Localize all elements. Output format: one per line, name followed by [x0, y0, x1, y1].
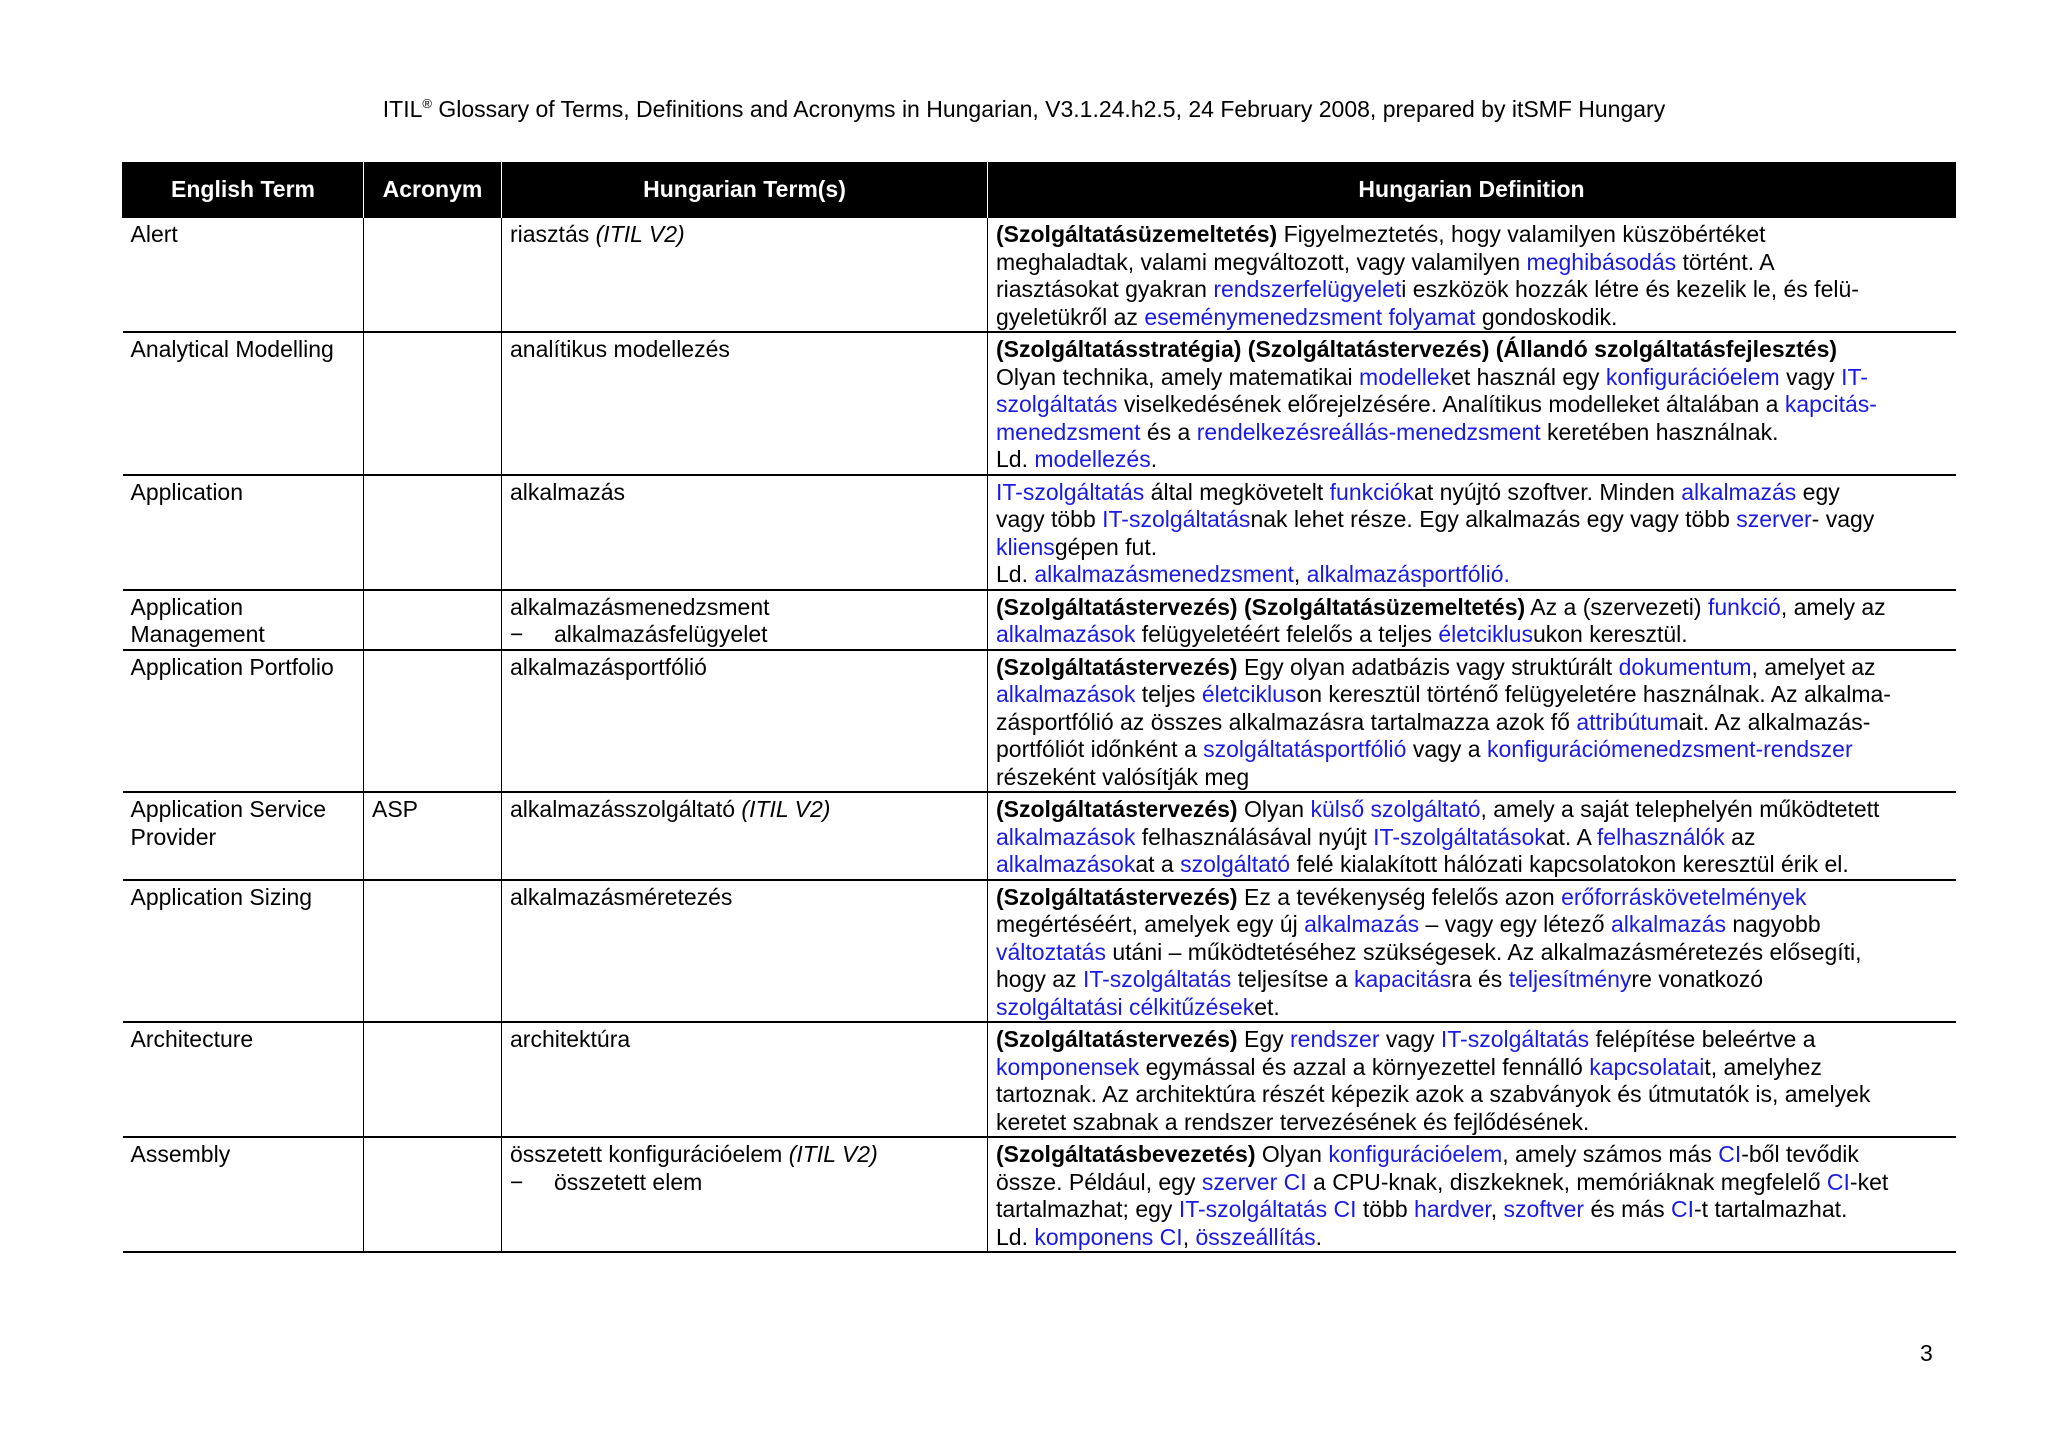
- definition-text: gyeletükről az: [996, 303, 1145, 330]
- definition-reference-link[interactable]: IT-szolgáltatás: [1082, 966, 1232, 992]
- english-term-cell: [123, 332, 364, 475]
- definition-reference-link[interactable]: hardver: [1414, 1196, 1491, 1222]
- definition-reference-link[interactable]: felhasználók: [1596, 823, 1725, 850]
- english-term-cell: [123, 218, 364, 332]
- english-term-cell: [123, 475, 364, 590]
- definition-text: at a: [1135, 851, 1181, 877]
- definition-text: vagy a: [1406, 736, 1487, 762]
- acronym-cell: [364, 650, 502, 793]
- definition-text: Olyan: [1237, 796, 1311, 822]
- definition-line: [996, 446, 1948, 474]
- acronym-cell: [364, 880, 502, 1023]
- definition-text: -ből tevődik: [1741, 1141, 1859, 1167]
- english-term-line: Application: [130, 593, 244, 620]
- definition-text: és más: [1584, 1196, 1671, 1222]
- hungarian-term-line: [510, 1141, 979, 1169]
- definition-reference-link[interactable]: alkalmazásportfólió.: [1306, 561, 1510, 587]
- definition-reference-link[interactable]: életciklus: [1438, 621, 1533, 647]
- definition-text: at. A: [1545, 823, 1597, 850]
- definition-line: [996, 709, 1948, 737]
- header-title-prefix: ITIL: [382, 96, 423, 122]
- definition-line: [996, 336, 1948, 364]
- english-term-line: Alert: [130, 221, 178, 247]
- definition-line: [996, 1169, 1948, 1197]
- definition-text: .: [1315, 1223, 1323, 1250]
- table-row: [123, 332, 1956, 475]
- definition-text: egy: [1796, 478, 1840, 505]
- hungarian-term-segment: alkalmazásfelügyelet: [554, 621, 768, 647]
- definition-line: [996, 911, 1948, 939]
- definition-text: Egy: [1237, 1026, 1291, 1052]
- definition-reference-link[interactable]: változtatás: [996, 938, 1106, 965]
- definition-text: történt. A: [1676, 248, 1775, 275]
- definition-text: Ld.: [996, 446, 1035, 472]
- hungarian-terms-cell: [502, 332, 988, 475]
- definition-reference-link[interactable]: folyamat: [1388, 303, 1476, 330]
- table-row: [123, 1137, 1956, 1252]
- definition-text: viselkedésének előrejelzésére. Analítikus modelleket általában a: [1117, 391, 1785, 417]
- alternative-term-dash: −: [510, 1168, 524, 1195]
- definition-text: at nyújtó szoftver. Minden: [1414, 478, 1682, 505]
- definition-reference-link[interactable]: rendszerfelügyelet: [1213, 276, 1402, 302]
- english-term-line: Management: [130, 621, 265, 647]
- table-row: [123, 218, 1956, 332]
- definition-reference-link[interactable]: rendszer: [1290, 1026, 1380, 1052]
- definition-text: , amely a saját telephelyén működtetett: [1480, 796, 1880, 822]
- definition-reference-link[interactable]: attribútum: [1576, 708, 1679, 735]
- hungarian-terms-cell: [502, 1022, 988, 1137]
- definition-text: hogy az: [996, 966, 1083, 992]
- hungarian-definition-cell: [988, 792, 1956, 880]
- definition-text: teljesítse a: [1231, 966, 1354, 992]
- definition-text: re vonatkozó: [1631, 966, 1764, 992]
- hungarian-definition-cell: [988, 332, 1956, 475]
- definition-line: [996, 764, 1948, 792]
- definition-text: vagy több: [996, 506, 1103, 532]
- definition-text: megértéséért, amelyek egy új: [996, 911, 1305, 937]
- definition-text: riasztásokat gyakran: [996, 276, 1214, 302]
- definition-text: , amelyet az: [1751, 653, 1876, 680]
- alternative-term-dash: −: [510, 621, 524, 647]
- definition-line: [996, 654, 1948, 682]
- definition-text: on keresztül történő felügyeletére használnak. Az alkalma-: [1296, 681, 1891, 707]
- definition-text: vagy: [1779, 363, 1842, 390]
- english-term-cell: [123, 590, 364, 650]
- hungarian-term-line: [510, 654, 979, 682]
- definition-text: Az a (szervezeti): [1525, 593, 1708, 620]
- definition-text: a CPU-knak, diszkeknek, memóriáknak megfelelő: [1306, 1168, 1827, 1195]
- definition-line: [996, 1224, 1948, 1252]
- definition-reference-link[interactable]: funkció: [1707, 593, 1781, 620]
- definition-reference-link[interactable]: konfigurációmenedzsment-rendszer: [1486, 736, 1853, 762]
- hungarian-definition-cell: [988, 650, 1956, 793]
- english-term-line: Application Sizing: [130, 883, 313, 910]
- definition-line: [996, 884, 1948, 912]
- definition-text: Ld.: [996, 1223, 1035, 1250]
- definition-reference-link[interactable]: komponens CI: [1034, 1223, 1183, 1250]
- definition-reference-link[interactable]: IT-szolgáltatás CI: [1178, 1196, 1357, 1222]
- definition-line: [996, 796, 1948, 824]
- glossary-table: [122, 162, 1956, 1253]
- definition-reference-link[interactable]: kliens: [996, 533, 1055, 560]
- definition-text: felhasználásával nyújt: [1135, 823, 1374, 850]
- definition-reference-link[interactable]: funkciók: [1329, 478, 1415, 505]
- definition-reference-link[interactable]: modellezés: [1034, 446, 1151, 472]
- column-header-hungarian-terms: Hungarian Term(s): [502, 162, 988, 218]
- definition-reference-link[interactable]: komponensek: [996, 1053, 1140, 1080]
- acronym-cell: [364, 590, 502, 650]
- definition-text: ,: [1182, 1223, 1196, 1250]
- definition-text: zásportfólió az összes alkalmazásra tartalmazza azok fő: [996, 708, 1577, 735]
- definition-line: [996, 824, 1948, 852]
- definition-line: [996, 966, 1948, 994]
- hungarian-term-segment: riasztás: [510, 221, 596, 247]
- hungarian-term-segment: (ITIL V2): [741, 796, 831, 822]
- definition-reference-link[interactable]: CI: [1671, 1196, 1694, 1222]
- definition-category: (Szolgáltatásüzemeltetés): [996, 221, 1278, 247]
- hungarian-term-line: [510, 1026, 979, 1054]
- definition-line: [996, 939, 1948, 967]
- column-header-english-term: English Term: [123, 162, 364, 218]
- definition-reference-link[interactable]: szolgáltató: [1180, 851, 1291, 877]
- definition-category: (Szolgáltatásbevezetés): [996, 1141, 1256, 1167]
- definition-text: Figyelmeztetés, hogy valamilyen küszöbértéket: [1277, 221, 1766, 247]
- definition-text: tartalmazhat; egy: [996, 1196, 1179, 1222]
- hungarian-terms-cell: [502, 792, 988, 880]
- definition-category: (Szolgáltatástervezés): [996, 1026, 1238, 1052]
- table-header-row: [123, 162, 1956, 218]
- definition-line: [996, 1141, 1948, 1169]
- column-header-hungarian-definition: Hungarian Definition: [988, 162, 1956, 218]
- definition-text: által megkövetelt: [1144, 478, 1330, 505]
- definition-line: [996, 621, 1948, 649]
- definition-text: keretet szabnak a rendszer tervezésének és fejlődésének.: [996, 1108, 1590, 1135]
- definition-text: - vagy: [1811, 506, 1875, 532]
- definition-line: [996, 479, 1948, 507]
- hungarian-term-segment: (ITIL V2): [788, 1141, 878, 1167]
- column-header-acronym: Acronym: [364, 162, 502, 218]
- definition-line: [996, 419, 1948, 447]
- page-header: [0, 94, 2048, 124]
- definition-text: Egy olyan adatbázis vagy struktúrált: [1237, 653, 1619, 680]
- hungarian-terms-cell: [502, 475, 988, 590]
- definition-line: [996, 221, 1948, 249]
- english-term-cell: [123, 792, 364, 880]
- english-term-cell: [123, 650, 364, 793]
- definition-reference-link[interactable]: CI: [1718, 1141, 1742, 1167]
- english-term-line: Analytical Modelling: [130, 336, 334, 362]
- definition-text: ait. Az alkalmazás-: [1678, 708, 1871, 735]
- definition-reference-link[interactable]: alkalmazások: [996, 621, 1136, 647]
- hungarian-term-segment: alkalmazásportfólió: [510, 653, 707, 680]
- definition-line: [996, 534, 1948, 562]
- definition-text: Ez a tevékenység felelős azon: [1237, 883, 1562, 910]
- definition-text: vagy: [1379, 1026, 1441, 1052]
- definition-text: ukon keresztül.: [1532, 621, 1688, 647]
- definition-reference-link[interactable]: alkalmazás: [1681, 478, 1797, 505]
- definition-category: (Szolgáltatástervezés): [996, 796, 1238, 822]
- definition-line: [996, 1109, 1948, 1137]
- definition-reference-link[interactable]: alkalmazásmenedzsment: [1034, 561, 1294, 587]
- definition-line: [996, 304, 1948, 332]
- english-term-cell: [123, 880, 364, 1023]
- definition-line: [996, 851, 1948, 879]
- definition-text: , amely számos más: [1502, 1141, 1719, 1167]
- definition-text: -ket: [1849, 1168, 1889, 1195]
- definition-reference-link[interactable]: IT-szolgáltatás: [1102, 506, 1251, 532]
- definition-reference-link[interactable]: kapcitás-: [1784, 391, 1877, 417]
- hungarian-definition-cell: [988, 475, 1956, 590]
- acronym-cell: [364, 1137, 502, 1252]
- definition-text: – vagy egy létező: [1419, 911, 1611, 937]
- page-number: 3: [1920, 1340, 1933, 1366]
- table-row: [123, 1022, 1956, 1137]
- hungarian-definition-cell: [988, 880, 1956, 1023]
- definition-reference-link[interactable]: IT-szolgáltatás: [996, 478, 1145, 505]
- definition-reference-link[interactable]: konfigurációelem: [1605, 363, 1780, 390]
- hungarian-term-segment: analítikus modellezés: [510, 336, 730, 362]
- definition-line: [996, 1054, 1948, 1082]
- hungarian-terms-cell: [502, 590, 988, 650]
- definition-line: [996, 506, 1948, 534]
- definition-text: nak lehet része. Egy alkalmazás egy vagy több: [1250, 506, 1737, 532]
- definition-text: felépítése beleértve a: [1589, 1026, 1816, 1052]
- definition-text: t, amelyhez: [1704, 1053, 1822, 1080]
- definition-reference-link[interactable]: kapcsolatai: [1589, 1053, 1705, 1080]
- definition-text: tartoznak. Az architektúra részét képezik azok a szabványok és útmutatók is, amelyek: [996, 1081, 1871, 1107]
- definition-line: [996, 1196, 1948, 1224]
- definition-text: és a: [1140, 418, 1197, 445]
- definition-text: Ld.: [996, 561, 1035, 587]
- definition-text: Olyan: [1255, 1141, 1329, 1167]
- hungarian-term-line: [510, 594, 979, 622]
- definition-text: felé kialakított hálózati kapcsolatokon keresztül érik el.: [1290, 851, 1849, 877]
- definition-text: , amely az: [1780, 593, 1886, 620]
- definition-reference-link[interactable]: menedzsment: [996, 418, 1141, 445]
- table-row: [123, 475, 1956, 590]
- definition-line: [996, 994, 1948, 1022]
- english-term-line: Application Service: [130, 796, 327, 822]
- hungarian-terms-cell: [502, 650, 988, 793]
- definition-line: [996, 736, 1948, 764]
- definition-text: gépen fut.: [1054, 533, 1158, 560]
- hungarian-term-line: [510, 221, 979, 249]
- definition-text: ,: [1490, 1196, 1504, 1222]
- definition-reference-link[interactable]: konfigurációelem: [1328, 1141, 1503, 1167]
- hungarian-term-line: [510, 796, 979, 824]
- definition-reference-link[interactable]: alkalmazás: [1304, 911, 1420, 937]
- definition-reference-link[interactable]: alkalmazás: [1610, 911, 1726, 937]
- definition-reference-link[interactable]: kapacitás: [1353, 966, 1452, 992]
- definition-reference-link[interactable]: szerver: [1736, 506, 1812, 532]
- hungarian-term-segment: alkalmazásméretezés: [510, 883, 733, 910]
- glossary-table-body: [123, 218, 1956, 1252]
- definition-text: et használ egy: [1451, 363, 1606, 390]
- definition-reference-link[interactable]: szolgáltatásportfólió: [1203, 736, 1407, 762]
- definition-reference-link[interactable]: szolgáltatási célkitűzések: [996, 993, 1255, 1020]
- hungarian-term-line: [510, 884, 979, 912]
- definition-category: (Szolgáltatástervezés): [996, 883, 1238, 910]
- acronym-cell: [364, 1022, 502, 1137]
- definition-line: [996, 276, 1948, 304]
- definition-line: [996, 249, 1948, 277]
- definition-category: (Szolgáltatástervezés): [996, 653, 1238, 680]
- hungarian-definition-cell: [988, 1137, 1956, 1252]
- definition-text: az: [1724, 823, 1756, 850]
- definition-line: [996, 594, 1948, 622]
- definition-reference-link[interactable]: IT-szolgáltatások: [1373, 823, 1546, 850]
- definition-text: i eszközök hozzák létre és kezelik le, és felü-: [1401, 276, 1859, 302]
- definition-text: Olyan technika, amely matematikai: [996, 363, 1360, 390]
- definition-reference-link[interactable]: alkalmazások: [996, 851, 1136, 877]
- definition-reference-link[interactable]: dokumentum: [1618, 653, 1752, 680]
- hungarian-term-segment: (ITIL V2): [595, 221, 685, 247]
- definition-text: .: [1150, 446, 1158, 472]
- definition-line: [996, 364, 1948, 392]
- definition-text: teljes: [1135, 681, 1202, 707]
- acronym-cell: [364, 332, 502, 475]
- hungarian-terms-cell: [502, 880, 988, 1023]
- hungarian-terms-cell: [502, 1137, 988, 1252]
- registered-mark: ®: [422, 96, 432, 111]
- hungarian-terms-cell: [502, 218, 988, 332]
- definition-reference-link[interactable]: szoftver: [1503, 1196, 1585, 1222]
- definition-text: -t tartalmazhat.: [1694, 1196, 1848, 1222]
- acronym-cell: ASP: [364, 792, 502, 880]
- definition-reference-link[interactable]: szerver CI: [1201, 1168, 1307, 1195]
- english-term-line: Application: [130, 478, 244, 505]
- definition-text: részeként valósítják meg: [996, 763, 1250, 790]
- hungarian-term-segment: alkalmazás: [510, 478, 626, 505]
- hungarian-term-segment: összetett konfigurációelem: [510, 1141, 789, 1167]
- table-row: [123, 880, 1956, 1023]
- english-term-line: Provider: [130, 823, 217, 850]
- definition-text: egymással és azzal a környezettel fennálló: [1139, 1053, 1590, 1080]
- hungarian-definition-cell: [988, 590, 1956, 650]
- hungarian-term-segment: alkalmazásmenedzsment: [510, 593, 770, 620]
- definition-reference-link[interactable]: szolgáltatás: [996, 391, 1118, 417]
- definition-line: [996, 391, 1948, 419]
- definition-reference-link[interactable]: teljesítmény: [1508, 966, 1632, 992]
- table-row: [123, 590, 1956, 650]
- definition-text: keretében használnak.: [1540, 418, 1779, 445]
- english-term-line: Application Portfolio: [130, 653, 334, 680]
- definition-reference-link[interactable]: IT-: [1841, 363, 1868, 390]
- hungarian-term-line: [510, 621, 979, 649]
- table-row: [123, 792, 1956, 880]
- hungarian-term-line: [510, 1169, 979, 1197]
- definition-reference-link[interactable]: CI: [1826, 1168, 1850, 1195]
- definition-reference-link[interactable]: rendelkezésreállás-menedzsment: [1196, 418, 1541, 445]
- definition-text: össze. Például, egy: [996, 1168, 1202, 1195]
- acronym-cell: [364, 218, 502, 332]
- definition-reference-link[interactable]: életciklus: [1201, 681, 1297, 707]
- definition-text: ra és: [1451, 966, 1509, 992]
- definition-line: [996, 1081, 1948, 1109]
- hungarian-term-line: [510, 336, 979, 364]
- definition-text: portfóliót időnként a: [996, 736, 1204, 762]
- hungarian-term-segment: architektúra: [510, 1026, 631, 1052]
- definition-reference-link[interactable]: összeállítás: [1195, 1223, 1316, 1250]
- english-term-cell: [123, 1022, 364, 1137]
- definition-reference-link[interactable]: eseménymenedzsment: [1144, 303, 1383, 330]
- english-term-line: Assembly: [130, 1141, 231, 1167]
- definition-category: (Szolgáltatásstratégia) (Szolgáltatástervezés) (Állandó szolgáltatásfejlesztés): [996, 336, 1838, 362]
- definition-text: gondoskodik.: [1475, 303, 1618, 330]
- hungarian-definition-cell: [988, 1022, 1956, 1137]
- hungarian-term-segment: összetett elem: [554, 1168, 703, 1195]
- definition-text: felügyeletéért felelős a teljes: [1135, 621, 1439, 647]
- definition-text: nagyobb: [1725, 911, 1821, 937]
- definition-text: et.: [1254, 993, 1280, 1020]
- definition-reference-link[interactable]: modellek: [1359, 363, 1452, 390]
- definition-text: több: [1356, 1196, 1415, 1222]
- definition-text: ,: [1293, 561, 1307, 587]
- definition-category: (Szolgáltatástervezés) (Szolgáltatásüzemeltetés): [996, 593, 1526, 620]
- definition-text: meghaladtak, valami megváltozott, vagy valamilyen: [996, 248, 1527, 275]
- hungarian-term-segment: alkalmazásszolgáltató: [510, 796, 742, 822]
- english-term-cell: [123, 1137, 364, 1252]
- hungarian-term-line: [510, 479, 979, 507]
- definition-reference-link[interactable]: IT-szolgáltatás: [1440, 1026, 1590, 1052]
- hungarian-definition-cell: [988, 218, 1956, 332]
- definition-line: [996, 681, 1948, 709]
- definition-reference-link[interactable]: alkalmazások: [996, 681, 1136, 707]
- definition-reference-link[interactable]: erőforráskövetelmények: [1561, 883, 1807, 910]
- definition-reference-link[interactable]: meghibásodás: [1526, 248, 1677, 275]
- definition-reference-link[interactable]: alkalmazások: [996, 823, 1136, 850]
- acronym-cell: [364, 475, 502, 590]
- definition-reference-link[interactable]: külső szolgáltató: [1310, 796, 1481, 822]
- header-title-rest: Glossary of Terms, Definitions and Acronyms in Hungarian, V3.1.24.h2.5, 24 February 2008, prepared by itSMF Hungary: [431, 96, 1666, 122]
- english-term-line: Architecture: [130, 1026, 254, 1052]
- definition-text: utáni – működtetéséhez szükségesek. Az alkalmazásméretezés elősegíti,: [1105, 938, 1862, 965]
- table-row: [123, 650, 1956, 793]
- definition-line: [996, 1026, 1948, 1054]
- definition-line: [996, 561, 1948, 589]
